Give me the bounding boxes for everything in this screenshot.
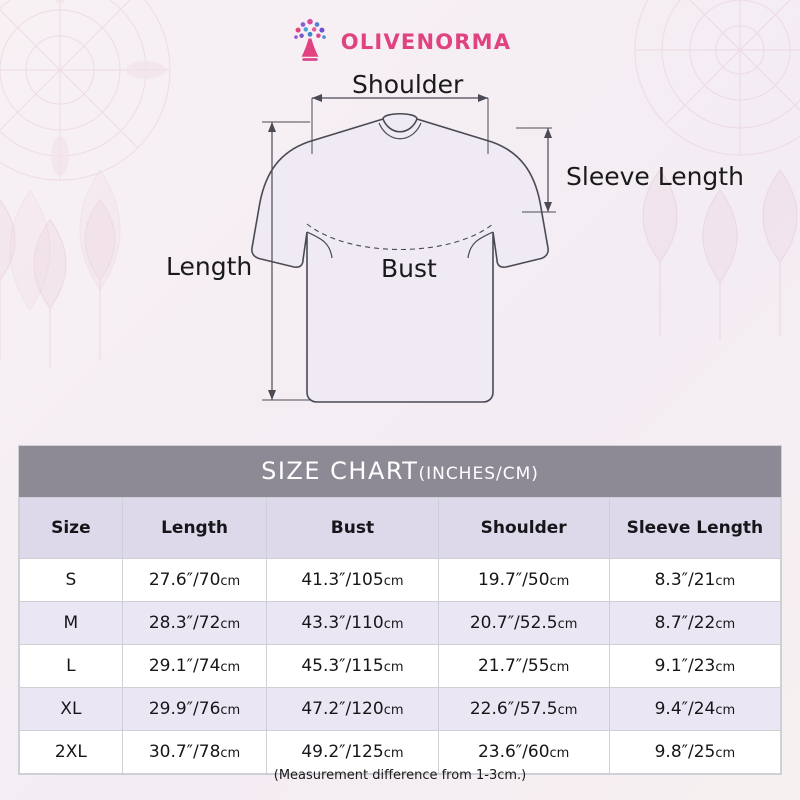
cell-sleeve: 9.4″/24cm xyxy=(609,688,780,731)
t-shirt-outline-icon xyxy=(0,62,800,442)
cell-size: 2XL xyxy=(20,731,123,774)
cell-shoulder: 21.7″/55cm xyxy=(438,645,609,688)
cell-length: 29.9″/76cm xyxy=(122,688,267,731)
label-length: Length xyxy=(166,252,253,281)
brand-name: OLIVENORMA xyxy=(340,30,512,54)
caption-unit: (INCHES/CM) xyxy=(418,464,539,484)
table-row xyxy=(20,688,781,731)
measurement-note: (Measurement difference from 1-3cm.) xyxy=(273,768,527,783)
cell-bust: 45.3″/115cm xyxy=(267,645,438,688)
table-row xyxy=(20,602,781,645)
cell-bust: 43.3″/110cm xyxy=(267,602,438,645)
cell-shoulder: 19.7″/50cm xyxy=(438,559,609,602)
size-chart-table xyxy=(19,446,781,774)
column-header-sleeve-length: Sleeve Length xyxy=(609,498,780,559)
tree-of-life-icon xyxy=(289,16,331,68)
caption-main: SIZE CHART xyxy=(261,457,419,485)
cell-shoulder: 23.6″/60cm xyxy=(438,731,609,774)
table-row xyxy=(20,559,781,602)
cell-length: 27.6″/70cm xyxy=(122,559,267,602)
cell-sleeve: 9.8″/25cm xyxy=(609,731,780,774)
cell-sleeve: 8.7″/22cm xyxy=(609,602,780,645)
cell-sleeve: 8.3″/21cm xyxy=(609,559,780,602)
garment-diagram xyxy=(0,62,800,442)
cell-size: XL xyxy=(20,688,123,731)
table-header-row xyxy=(20,498,781,559)
cell-size: S xyxy=(20,559,123,602)
size-chart-table-wrapper xyxy=(18,445,782,775)
cell-length: 28.3″/72cm xyxy=(122,602,267,645)
column-header-bust: Bust xyxy=(267,498,438,559)
label-sleeve-length: Sleeve Length xyxy=(566,162,744,191)
cell-shoulder: 22.6″/57.5cm xyxy=(438,688,609,731)
cell-shoulder: 20.7″/52.5cm xyxy=(438,602,609,645)
cell-bust: 47.2″/120cm xyxy=(267,688,438,731)
cell-length: 29.1″/74cm xyxy=(122,645,267,688)
brand-logo xyxy=(0,16,800,68)
cell-sleeve: 9.1″/23cm xyxy=(609,645,780,688)
cell-bust: 41.3″/105cm xyxy=(267,559,438,602)
label-shoulder: Shoulder xyxy=(352,70,464,99)
column-header-size: Size xyxy=(20,498,123,559)
cell-bust: 49.2″/125cm xyxy=(267,731,438,774)
cell-length: 30.7″/78cm xyxy=(122,731,267,774)
column-header-length: Length xyxy=(122,498,267,559)
table-row xyxy=(20,645,781,688)
cell-size: M xyxy=(20,602,123,645)
label-bust: Bust xyxy=(381,254,437,283)
cell-size: L xyxy=(20,645,123,688)
table-caption xyxy=(19,446,781,497)
column-header-shoulder: Shoulder xyxy=(438,498,609,559)
